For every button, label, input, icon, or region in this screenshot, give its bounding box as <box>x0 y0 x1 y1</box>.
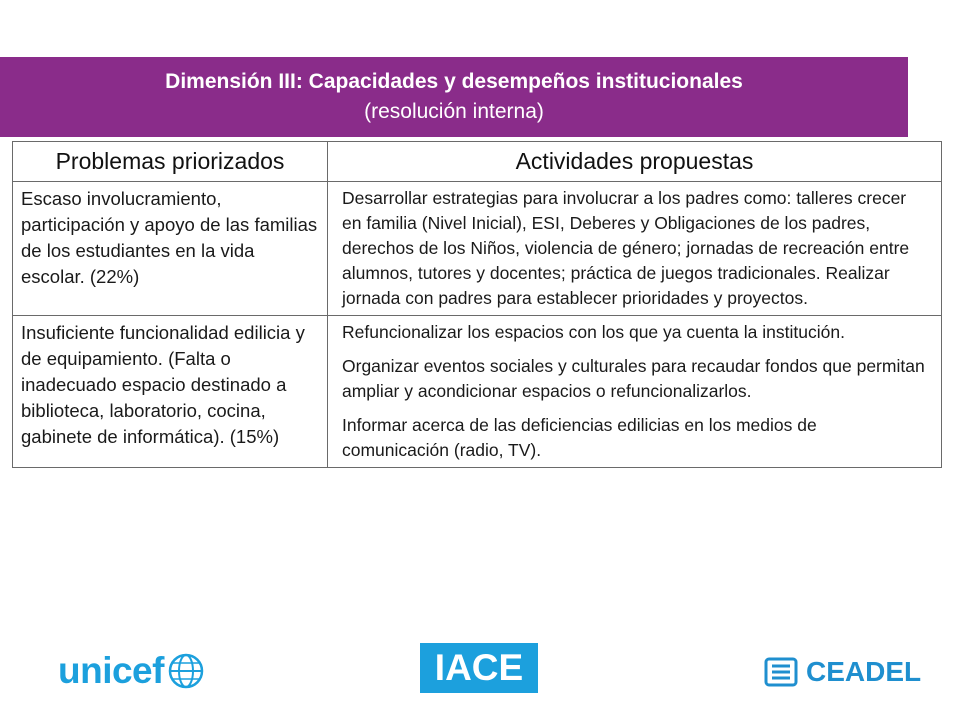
unicef-logo <box>58 650 205 692</box>
activity-text: Refuncionalizar los espacios con los que ya cuenta la institución. <box>342 322 845 342</box>
iace-wordmark: IACE <box>434 647 524 688</box>
banner-title: Dimensión III: Capacidades y desempeños institucionales <box>165 70 743 93</box>
table-row <box>13 316 942 468</box>
activities-cell <box>328 316 942 468</box>
header-activities: Actividades propuestas <box>328 142 942 182</box>
problem-cell: Insuficiente funcionalidad edilicia y de equipamiento. (Falta o inadecuado espacio destinado a biblioteca, laboratorio, cocina, gabinete de informática). (15%) <box>13 316 328 468</box>
table-header-row <box>13 142 942 182</box>
table-row <box>13 182 942 316</box>
activities-cell <box>328 182 942 316</box>
activity-text: Organizar eventos sociales y culturales para recaudar fondos que permitan ampliar y acondicionar espacios o refuncionalizarlos. <box>342 356 925 401</box>
problem-cell: Escaso involucramiento, participación y apoyo de las familias de los estudiantes en la vida escolar. (22%) <box>13 182 328 316</box>
ceadel-emblem-icon <box>764 657 800 687</box>
activity-text: Desarrollar estrategias para involucrar a los padres como: talleres crecer en familia (Nivel Inicial), ESI, Deberes y Obligaciones de los padres, derechos de los Niños, violencia de género; jornadas de recreación entre alumnos, tutores y docentes; práctica de juegos tradicionales. Realizar jornada con padres para establecer prioridades y proyectos. <box>342 188 910 308</box>
problems-activities-table <box>12 141 942 468</box>
unicef-wordmark: unicef <box>58 650 164 691</box>
header-problems: Problemas priorizados <box>13 142 328 182</box>
unicef-globe-icon <box>167 652 205 690</box>
ceadel-logo <box>764 656 921 688</box>
activity-text: Informar acerca de las deficiencias edilicias en los medios de comunicación (radio, TV). <box>342 415 817 460</box>
ceadel-wordmark: CEADEL <box>806 656 922 687</box>
title-banner <box>0 57 908 137</box>
iace-logo <box>420 643 538 693</box>
banner-subtitle: (resolución interna) <box>364 100 544 123</box>
